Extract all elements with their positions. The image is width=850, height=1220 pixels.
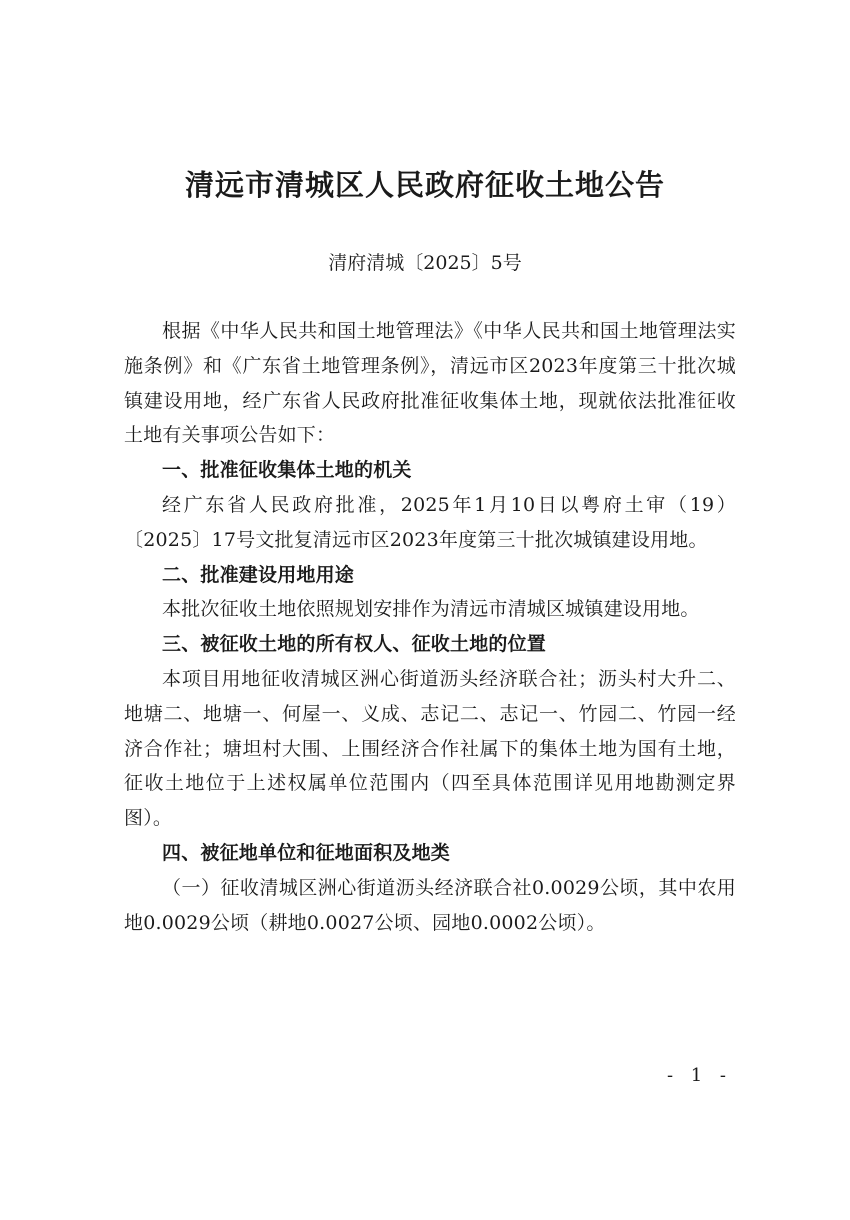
document-number: 清府清城〔2025〕5号 — [328, 252, 522, 274]
section-paragraph-4: （一）征收清城区洲心街道沥头经济联合社0.0029公顷，其中农用地0.0029公顷（耕地0.0027公顷、园地0.0002公顷）。 — [124, 876, 736, 934]
document-body — [124, 314, 736, 940]
section-heading-3: 三、被征收土地的所有权人、征收土地的位置 — [162, 633, 547, 656]
section-heading-1: 一、批准征收集体土地的机关 — [162, 459, 412, 482]
section-paragraph-2: 本批次征收土地依照规划安排作为清远市清城区城镇建设用地。 — [162, 598, 700, 621]
section-heading-4: 四、被征地单位和征地面积及地类 — [162, 841, 451, 864]
intro-paragraph: 根据《中华人民共和国土地管理法》《中华人民共和国土地管理法实施条例》和《广东省土地管理条例》，清远市区2023年度第三十批次城镇建设用地，经广东省人民政府批准征收集体土地，现就依法批准征收土地有关事项公告如下： — [124, 320, 736, 447]
section-heading-2: 二、批准建设用地用途 — [162, 563, 355, 586]
section-paragraph-3: 本项目用地征收清城区洲心街道沥头经济联合社；沥头村大升二、地塘二、地塘一、何屋一、义成、志记二、志记一、竹园二、竹园一经济合作社；塘坦村大围、上围经济合作社属下的集体土地为国有土地，征收土地位于上述权属单位范围内（四至具体范围详见用地勘测定界图）。 — [124, 667, 736, 830]
page-number: - 1 - — [666, 1065, 732, 1086]
section-paragraph-1: 经广东省人民政府批准，2025年1月10日以粤府土审（19）〔2025〕17号文批复清远市区2023年度第三十批次城镇建设用地。 — [124, 493, 736, 551]
page-title: 清远市清城区人民政府征收土地公告 — [184, 168, 665, 202]
